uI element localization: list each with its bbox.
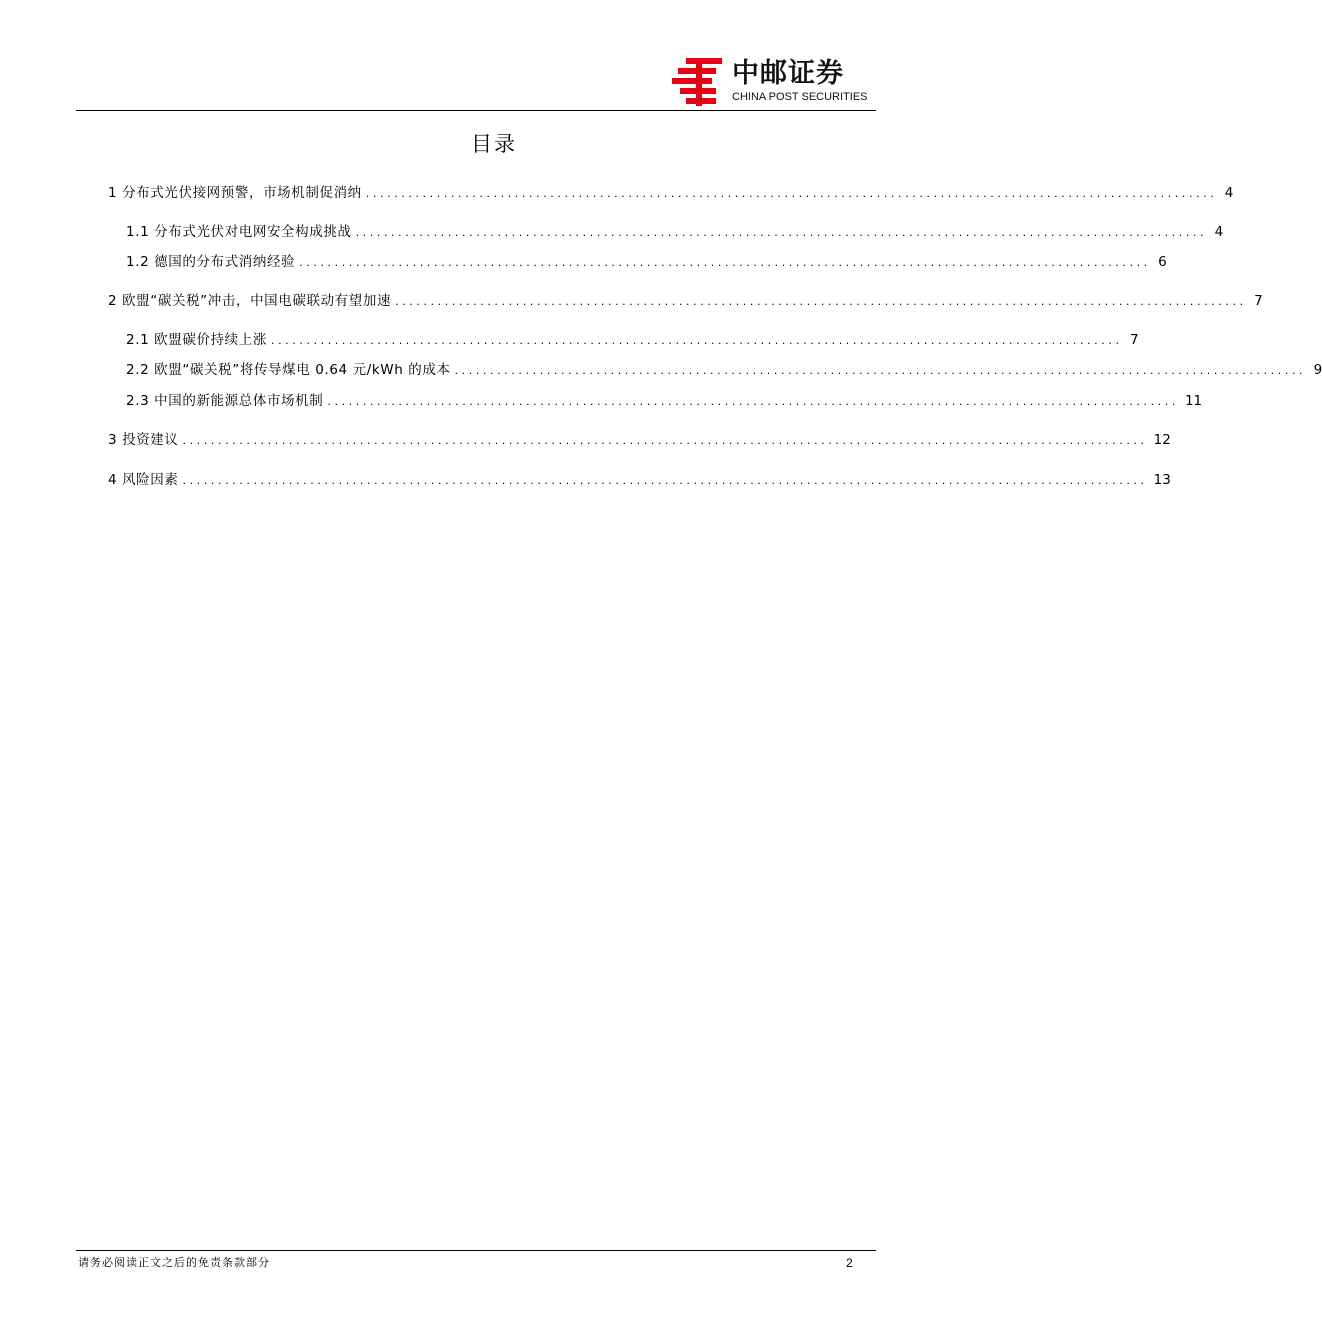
footer-disclaimer: 请务必阅读正文之后的免责条款部分 xyxy=(78,1256,270,1269)
china-post-logo-icon xyxy=(672,56,724,108)
logo-chinese-name: 中邮证券 xyxy=(732,58,844,89)
toc-dot-leader: ........................................................................................................................ xyxy=(327,395,1179,408)
toc-title: 目录 xyxy=(471,132,517,156)
toc-page-number: 13 xyxy=(1153,472,1171,488)
toc-entry-text: 1 分布式光伏接网预警，市场机制促消纳 xyxy=(108,185,362,201)
header-divider xyxy=(76,110,876,111)
toc-dot-leader: ........................................................................................................................ xyxy=(355,226,1208,239)
toc-page-number: 9 xyxy=(1313,362,1322,378)
toc-dot-leader: ........................................................................................................................ xyxy=(395,295,1247,308)
toc-entry-2-3[interactable] xyxy=(126,391,1203,411)
toc-page-number: 7 xyxy=(1129,332,1139,348)
logo-english-name: CHINA POST SECURITIES xyxy=(732,91,868,103)
toc-entry-text: 1.1 分布式光伏对电网安全构成挑战 xyxy=(126,224,352,240)
toc-entry-2[interactable] xyxy=(108,291,1263,311)
toc-page-number: 12 xyxy=(1153,432,1171,448)
toc-page-number: 11 xyxy=(1184,393,1203,409)
toc-entry-text: 2.2 欧盟“碳关税”将传导煤电 0.64 元/kWh 的成本 xyxy=(126,362,451,378)
toc-entry-text: 2.1 欧盟碳价持续上涨 xyxy=(126,332,267,348)
footer-page-number: 2 xyxy=(846,1256,853,1270)
toc-dot-leader: ........................................................................................................................ xyxy=(299,256,1151,269)
toc-page-number: 6 xyxy=(1158,254,1167,270)
toc-entry-2-1[interactable] xyxy=(126,330,1139,350)
toc-entry-2-2[interactable] xyxy=(126,360,1322,380)
toc-entry-4[interactable] xyxy=(108,470,1171,490)
toc-entry-1-2[interactable] xyxy=(126,252,1167,272)
toc-page-number: 4 xyxy=(1224,185,1234,201)
toc-dot-leader: ........................................................................................................................................ xyxy=(182,474,1148,487)
company-logo xyxy=(672,56,882,108)
toc-entry-3[interactable] xyxy=(108,430,1171,450)
toc-dot-leader: ........................................................................................................................ xyxy=(365,187,1218,200)
toc-page-number: 4 xyxy=(1214,224,1224,240)
toc-entry-text: 1.2 德国的分布式消纳经验 xyxy=(126,254,296,270)
footer-divider xyxy=(76,1250,876,1251)
toc-dot-leader: ........................................................................................................................ xyxy=(454,364,1307,377)
toc-page-number: 7 xyxy=(1254,293,1263,309)
toc-entry-text: 4 风险因素 xyxy=(108,472,179,488)
toc-entry-1[interactable] xyxy=(108,183,1234,203)
toc-dot-leader: ........................................................................................................................................ xyxy=(182,434,1148,447)
toc-dot-leader: ........................................................................................................................ xyxy=(270,334,1123,347)
toc-entry-text: 2.3 中国的新能源总体市场机制 xyxy=(126,393,324,409)
toc-entry-text: 2 欧盟“碳关税”冲击，中国电碳联动有望加速 xyxy=(108,293,392,309)
page-header xyxy=(0,0,950,115)
toc-entry-1-1[interactable] xyxy=(126,222,1224,242)
toc-entry-text: 3 投资建议 xyxy=(108,432,179,448)
